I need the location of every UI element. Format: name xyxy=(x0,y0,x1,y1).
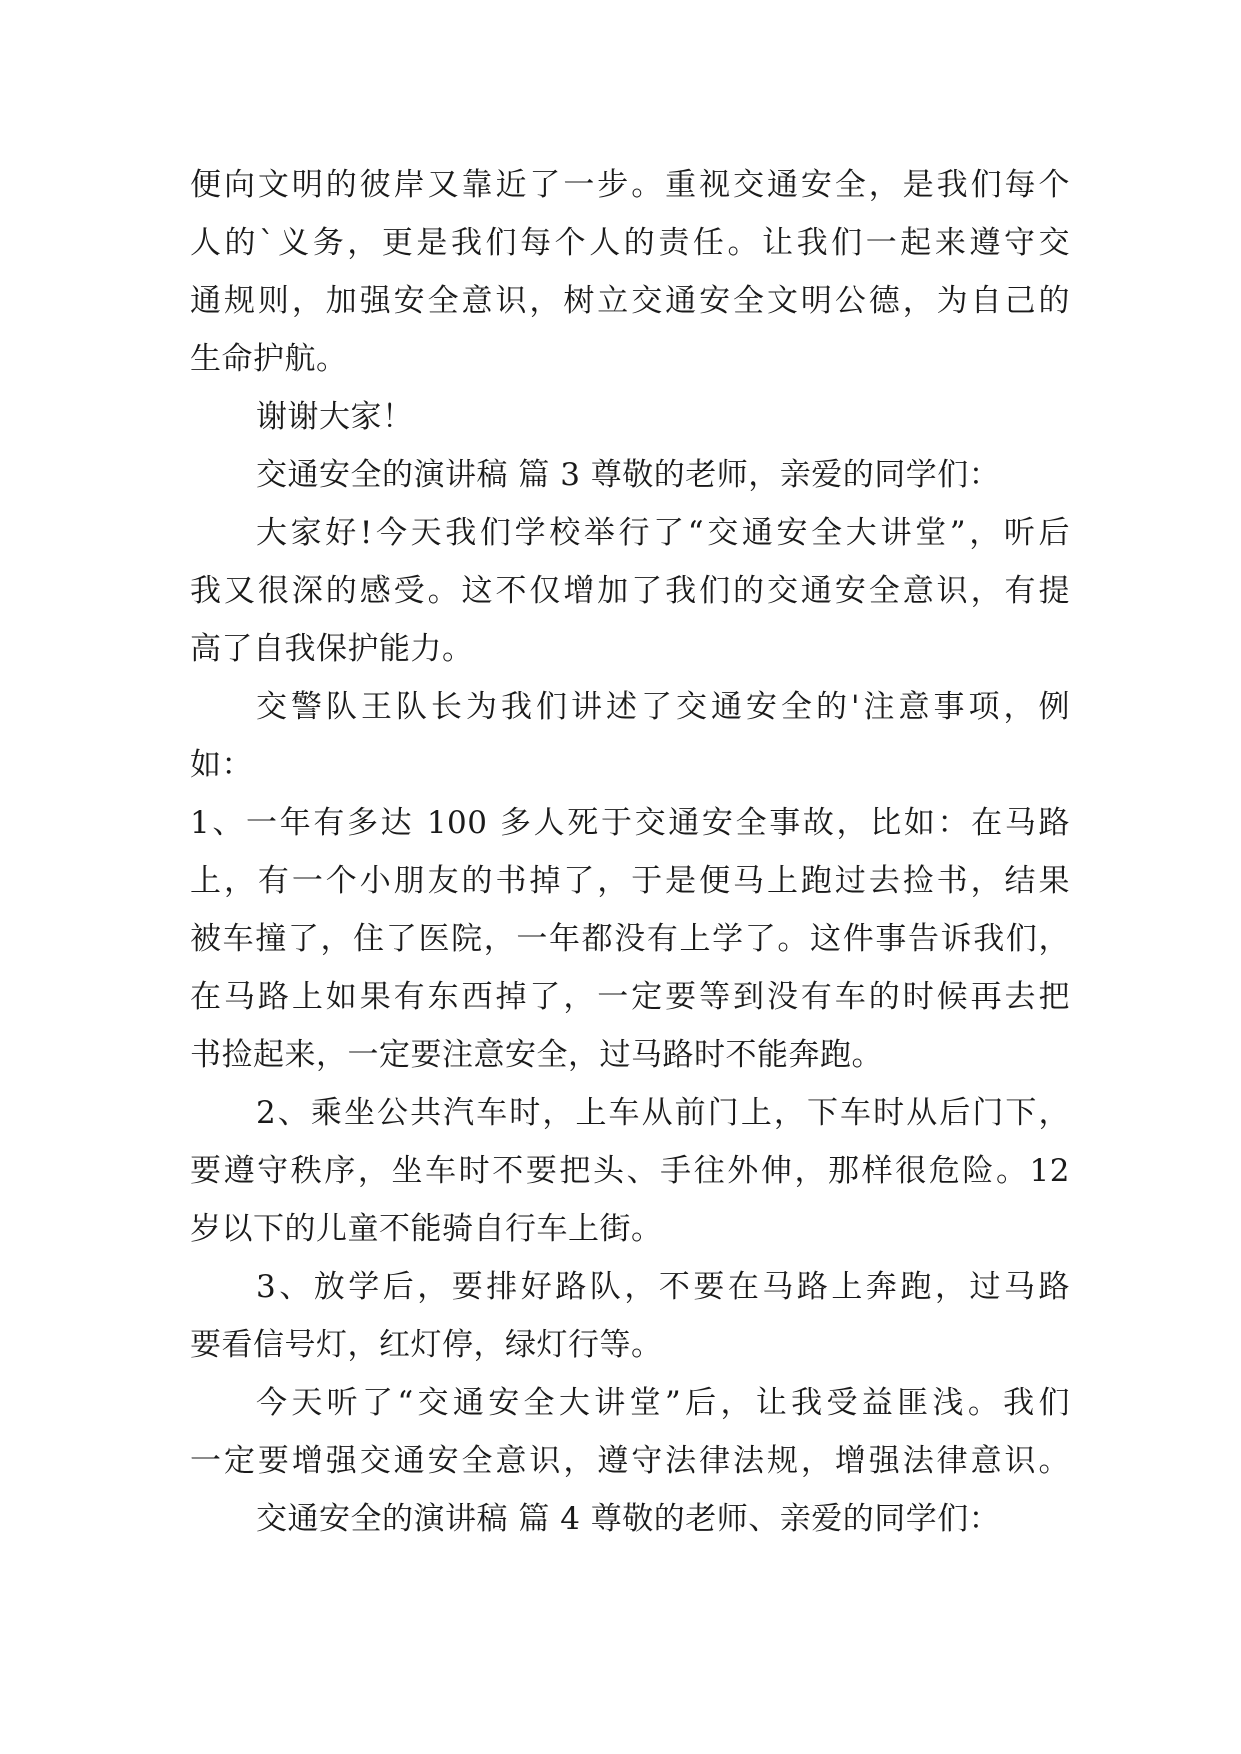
text-line: 一定要增强交通安全意识，遵守法律法规，增强法律意识。 xyxy=(190,1443,1070,1479)
text-line: 我又很深的感受。这不仅增加了我们的交通安全意识，有提 xyxy=(190,573,1070,609)
list-item: 1、一年有多达 100 多人死于交通安全事故，比如：在马路 xyxy=(190,805,1070,841)
text-line: 书捡起来，一定要注意安全，过马路时不能奔跑。 xyxy=(190,1037,883,1073)
text-line: 今天听了“交通安全大讲堂”后，让我受益匪浅。我们 xyxy=(256,1385,1070,1421)
text-line: 生命护航。 xyxy=(190,341,348,377)
list-item: 3、放学后，要排好路队，不要在马路上奔跑，过马路 xyxy=(256,1269,1070,1305)
text-line: 便向文明的彼岸又靠近了一步。重视交通安全，是我们每个 xyxy=(190,167,1070,203)
text-line: 高了自我保护能力。 xyxy=(190,631,474,667)
list-item: 2、乘坐公共汽车时，上车从前门上，下车时从后门下， xyxy=(256,1095,1070,1131)
text-line: 人的`义务，更是我们每个人的责任。让我们一起来遵守交 xyxy=(190,225,1070,261)
text-line: 通规则，加强安全意识，树立交通安全文明公德，为自己的 xyxy=(190,283,1070,319)
text-line: 谢谢大家！ xyxy=(256,399,414,435)
text-line: 岁以下的儿童不能骑自行车上街。 xyxy=(190,1211,663,1247)
text-line: 要看信号灯，红灯停，绿灯行等。 xyxy=(190,1327,663,1363)
text-line: 大家好!今天我们学校举行了“交通安全大讲堂”，听后 xyxy=(256,515,1070,551)
text-line: 被车撞了，住了医院，一年都没有上学了。这件事告诉我们， xyxy=(190,921,1070,957)
text-line: 如： xyxy=(190,747,253,783)
section-heading: 交通安全的演讲稿 篇 4 尊敬的老师、亲爱的同学们： xyxy=(256,1501,1001,1537)
text-line: 要遵守秩序，坐车时不要把头、手往外伸，那样很危险。12 xyxy=(190,1153,1070,1189)
text-line: 在马路上如果有东西掉了，一定要等到没有车的时候再去把 xyxy=(190,979,1070,1015)
section-heading: 交通安全的演讲稿 篇 3 尊敬的老师，亲爱的同学们： xyxy=(256,457,1001,493)
text-line: 交警队王队长为我们讲述了交通安全的'注意事项，例 xyxy=(256,689,1070,725)
text-line: 上，有一个小朋友的书掉了，于是便马上跑过去捡书，结果 xyxy=(190,863,1070,899)
